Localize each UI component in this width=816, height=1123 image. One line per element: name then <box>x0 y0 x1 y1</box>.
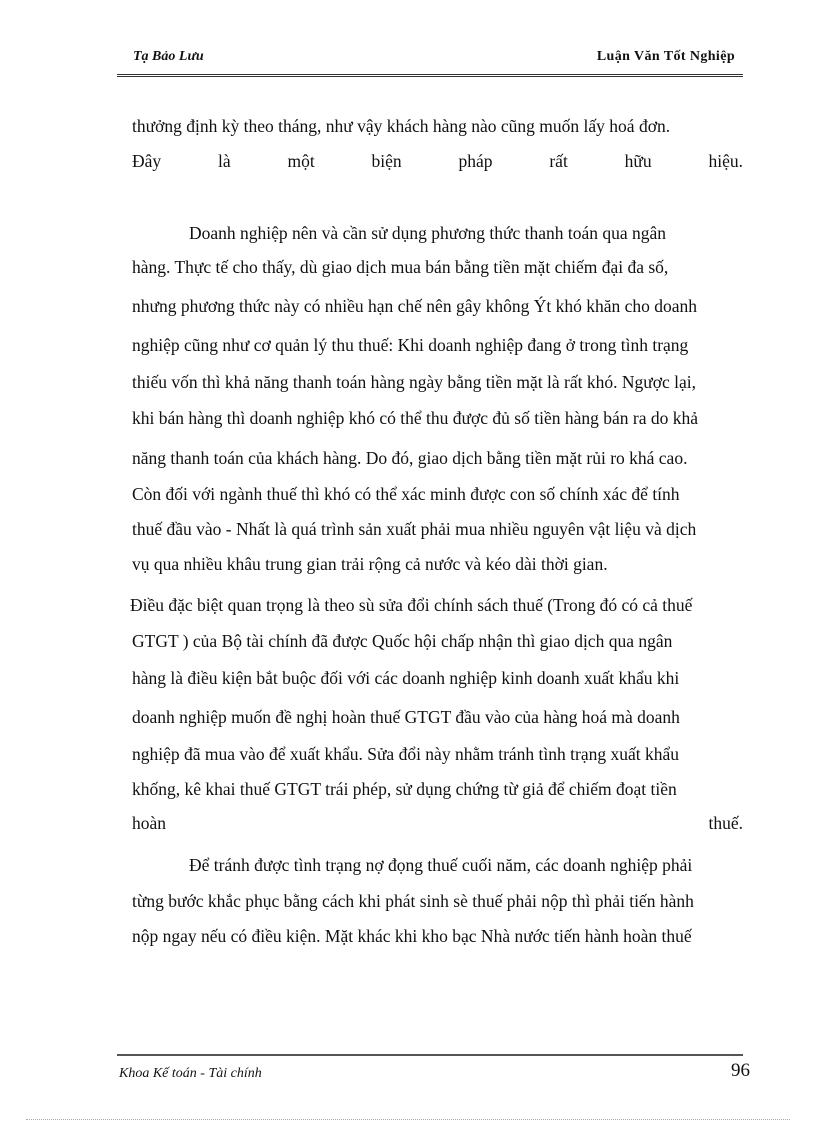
text-line: Còn đối với ngành thuế thì khó có thể xác minh được con số chính xác để tính <box>132 484 680 504</box>
text-line: nghiệp cũng như cơ quản lý thu thuế: Khi doanh nghiệp đang ở trong tình trạng <box>132 335 689 355</box>
text-line: khi bán hàng thì doanh nghiệp khó có thể thu được đủ số tiền hàng bán ra do khả <box>132 408 698 428</box>
text-line: thuế đầu vào - Nhất là quá trình sản xuất phải mua nhiều nguyên vật liệu và dịch <box>132 519 697 539</box>
text-line: hàng. Thực tế cho thấy, dù giao dịch mua bán bằng tiền mặt chiếm đại đa số, <box>132 257 669 277</box>
text-line: Để tránh được tình trạng nợ đọng thuế cuối năm, các doanh nghiệp phải <box>189 855 693 875</box>
page <box>117 34 750 1089</box>
text-line <box>132 811 743 835</box>
text-line <box>132 149 743 173</box>
page-number: 96 <box>731 1060 750 1081</box>
text-line: Doanh nghiệp nên và cần sử dụng phương thức thanh toán qua ngân <box>189 223 667 243</box>
page-footer <box>117 1054 750 1086</box>
header-document-type: Luận Văn Tốt Nghiệp <box>596 49 735 64</box>
page-edge-divider <box>26 1119 790 1120</box>
text-line: từng bước khắc phục bằng cách khi phát sinh sè thuế phải nộp thì phải tiến hành <box>132 891 694 911</box>
footer-department: Khoa Kế toán - Tài chính <box>119 1066 262 1081</box>
text-line: năng thanh toán của khách hàng. Do đó, giao dịch bằng tiền mặt rủi ro khá cao. <box>132 448 688 468</box>
word: pháp <box>458 151 493 171</box>
text-line: GTGT ) của Bộ tài chính đã được Quốc hội chấp nhận thì giao dịch qua ngân <box>132 631 673 651</box>
word: thuế. <box>708 813 743 833</box>
word: Đây <box>132 151 162 171</box>
text-line: nộp ngay nếu có điều kiện. Mặt khác khi kho bạc Nhà nước tiến hành hoàn thuế <box>132 926 692 946</box>
word: là <box>217 151 231 171</box>
text-line: vụ qua nhiều khâu trung gian trải rộng cả nước và kéo dài thời gian. <box>132 554 608 574</box>
word: một <box>287 151 315 171</box>
word: hoàn <box>132 813 167 833</box>
word: biện <box>371 151 402 171</box>
text-line: thiếu vốn thì khả năng thanh toán hàng ngày bằng tiền mặt là rất khó. Ngược lại, <box>132 372 697 392</box>
word: hữu <box>624 151 652 171</box>
word: rất <box>549 151 568 171</box>
word: hiệu. <box>708 151 743 171</box>
text-line: nghiệp đã mua vào để xuất khẩu. Sửa đổi này nhằm tránh tình trạng xuất khẩu <box>132 744 679 764</box>
text-line: Điều đặc biệt quan trọng là theo sù sửa đổi chính sách thuế (Trong đó có cả thuế <box>130 595 693 615</box>
header-author: Tạ Bảo Lưu <box>133 49 204 64</box>
page-header <box>117 34 743 77</box>
text-line: doanh nghiệp muốn đề nghị hoàn thuế GTGT đầu vào của hàng hoá mà doanh <box>132 707 680 727</box>
text-line: hàng là điều kiện bắt buộc đối với các doanh nghiệp kinh doanh xuất khẩu khi <box>132 668 680 688</box>
text-line: thưởng định kỳ theo tháng, như vậy khách hàng nào cũng muốn lấy hoá đơn. <box>132 116 671 136</box>
text-line: nhưng phương thức này có nhiều hạn chế nên gây không Ýt khó khăn cho doanh <box>132 296 698 316</box>
text-line: khống, kê khai thuế GTGT trái phép, sử dụng chứng từ giả để chiếm đoạt tiền <box>132 779 677 799</box>
